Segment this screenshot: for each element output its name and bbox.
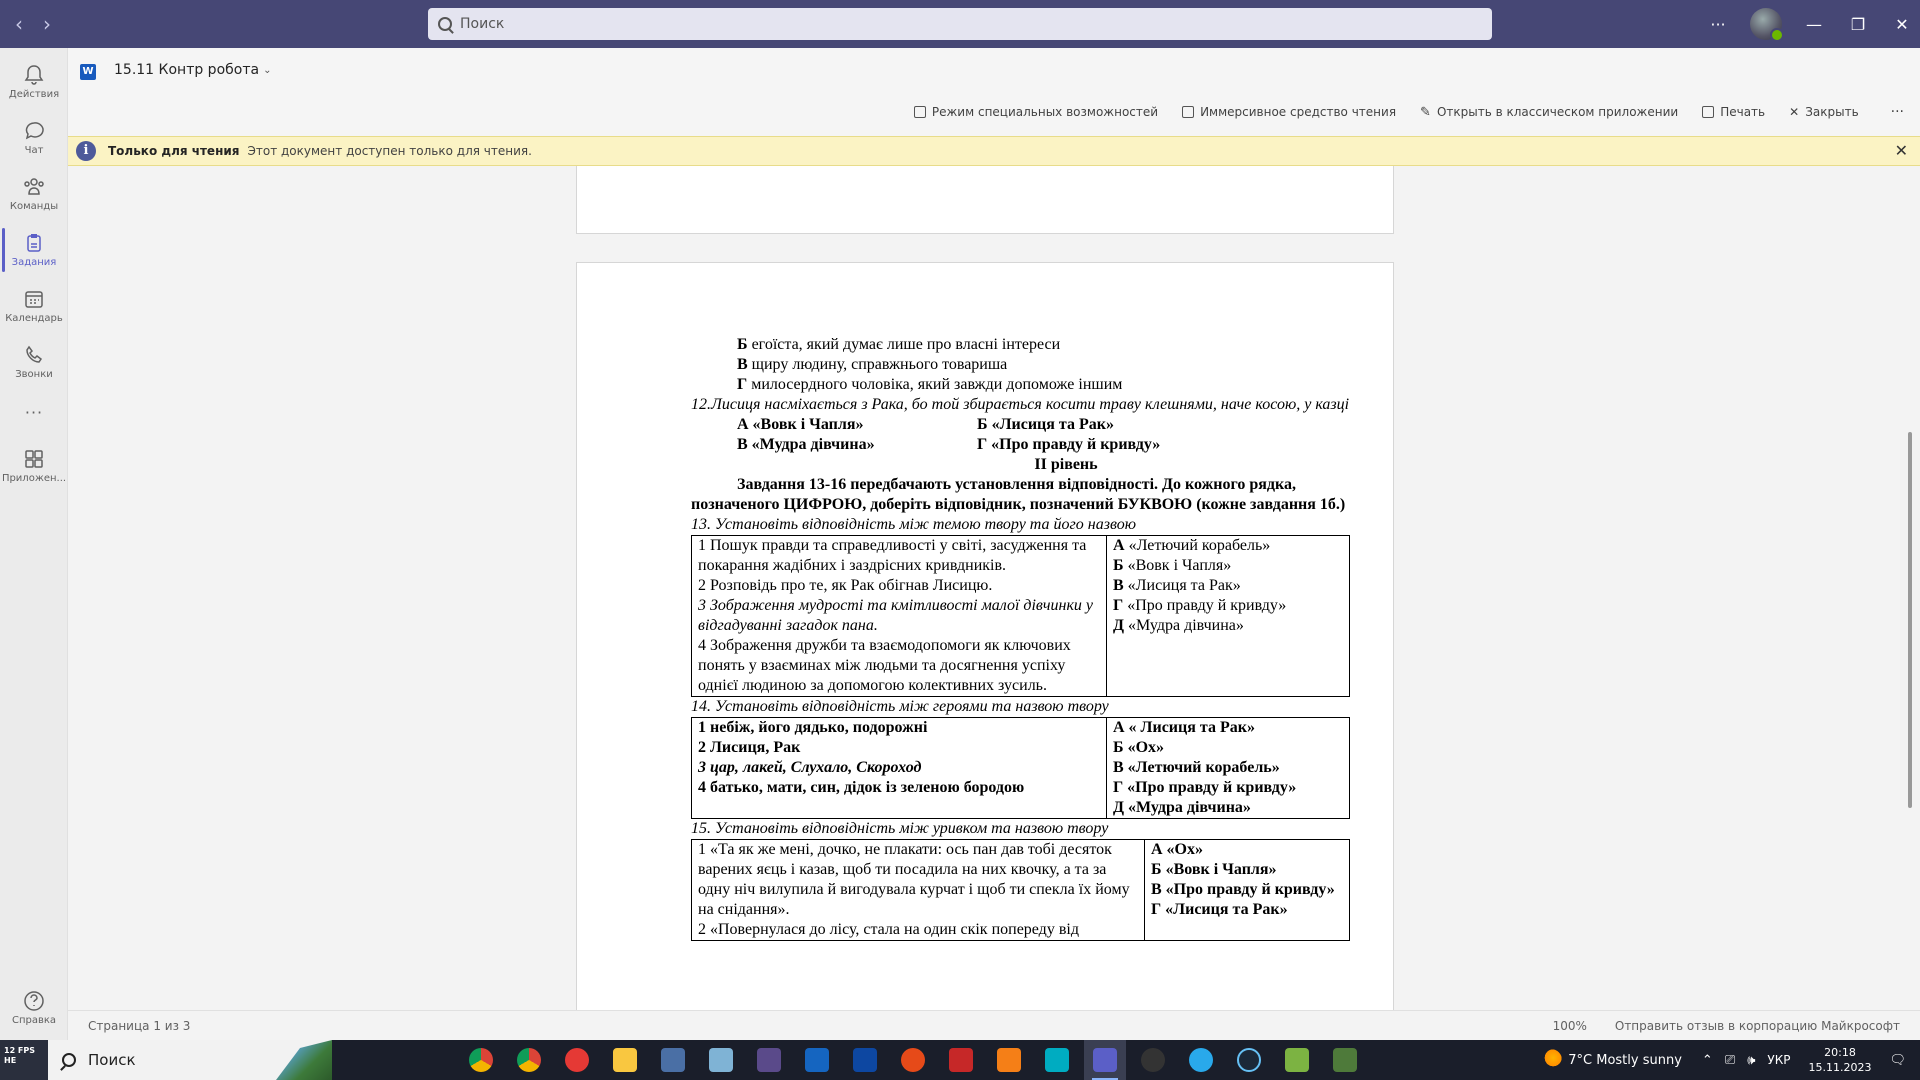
- rail-label-apps: Приложен...: [1, 473, 67, 484]
- q14-right-v: В «Летючий корабель»: [1113, 759, 1280, 776]
- minecraft-icon: [1333, 1048, 1357, 1072]
- taskbar-search-icon: [62, 1053, 76, 1067]
- rail-chat[interactable]: [0, 110, 68, 166]
- open-desktop-app-button[interactable]: [1420, 105, 1678, 120]
- accessibility-mode-button[interactable]: [914, 105, 1158, 119]
- option-v: В щиру людину, справжнього товариша: [737, 356, 1008, 373]
- app-icon: [805, 1048, 829, 1072]
- print-label: Печать: [1720, 105, 1766, 119]
- more-icon: ···: [24, 402, 44, 422]
- q14-right-d: Д «Мудра дівчина»: [1113, 799, 1251, 816]
- help-icon: [22, 990, 46, 1012]
- taskbar-search-label: Поиск: [88, 1051, 136, 1069]
- q13-right-a: А «Летючий корабель»: [1113, 537, 1271, 554]
- telegram-icon: [1189, 1048, 1213, 1072]
- q14-left-4: 4 батько, мати, син, дідок із зеленою бородою: [698, 779, 1025, 796]
- banner-text: Этот документ доступен только для чтения.: [247, 144, 532, 158]
- app-icon: [757, 1048, 781, 1072]
- taskbar-app-12[interactable]: [988, 1040, 1030, 1080]
- read-only-banner: [68, 136, 1920, 166]
- document-title: 15.11 Контр робота: [114, 62, 260, 78]
- option-b: Б егоїста, який думає лише про власні інтереси: [737, 336, 1061, 353]
- document-title-dropdown[interactable]: [114, 62, 271, 78]
- document-actions: [914, 104, 1904, 120]
- close-window-button[interactable]: ✕: [1895, 14, 1909, 34]
- taskbar-word[interactable]: [1132, 1040, 1174, 1080]
- q13-left-2: 2 Розповідь про те, як Рак обігнав Лисицю.: [698, 577, 993, 594]
- search-input[interactable]: [460, 16, 1460, 32]
- rail-apps[interactable]: [0, 438, 68, 494]
- rail-label-activity: Действия: [8, 89, 60, 100]
- accessibility-icon: [914, 106, 926, 118]
- clock-date: 15.11.2023: [1808, 1061, 1872, 1074]
- chat-icon: [22, 120, 46, 142]
- clock-time: 20:18: [1824, 1046, 1856, 1059]
- more-actions-button[interactable]: ···: [1890, 104, 1904, 120]
- document-page-1: [576, 166, 1394, 234]
- taskbar-telegram[interactable]: [1180, 1040, 1222, 1080]
- q13-left-3: 3 Зображення мудрості та кмітливості малої дівчинки у відгадуванні загадок пана.: [698, 597, 1094, 634]
- clock[interactable]: [1809, 1045, 1872, 1075]
- rail-calls[interactable]: [0, 334, 68, 390]
- app-icon: [997, 1048, 1021, 1072]
- app-rail: [0, 48, 68, 1040]
- start-button[interactable]: 12 FPS HE: [0, 1040, 48, 1080]
- taskbar-app-6[interactable]: [700, 1040, 742, 1080]
- q14-right-a: А « Лисиця та Рак»: [1113, 719, 1255, 736]
- title-bar-controls: [1696, 0, 1920, 48]
- taskbar-steam[interactable]: [1228, 1040, 1270, 1080]
- taskbar-minecraft[interactable]: [1324, 1040, 1366, 1080]
- teams-icon: [22, 176, 46, 198]
- close-icon: ✕: [1789, 105, 1800, 119]
- app-icon: [661, 1048, 685, 1072]
- minimize-button[interactable]: —: [1806, 14, 1822, 34]
- volume-icon[interactable]: 🕪: [1747, 1052, 1756, 1068]
- phone-icon: [22, 344, 46, 366]
- app-icon: [901, 1048, 925, 1072]
- search-box[interactable]: [428, 8, 1492, 40]
- chevron-up-icon[interactable]: ⌃: [1701, 1052, 1713, 1068]
- pencil-icon: ✎: [1420, 104, 1431, 120]
- app-icon: [709, 1048, 733, 1072]
- network-icon[interactable]: ⎚: [1724, 1052, 1736, 1068]
- rail-calendar[interactable]: [0, 278, 68, 334]
- title-bar: [0, 0, 1920, 48]
- q15-left-2: 2 «Повернулася до лісу, стала на один скік попереду від: [698, 921, 1079, 938]
- immersive-reader-button[interactable]: [1182, 105, 1396, 119]
- app-icon: [949, 1048, 973, 1072]
- q12-options-row2: В «Мудра дівчина» Г «Про правду й кривду»: [737, 436, 1161, 453]
- search-icon: [438, 17, 452, 31]
- q15-left-1: 1 «Та як же мені, дочко, не плакати: ось пан дав тобі десяток варених яєць і казав, щоб ти посадила на них квочку, а та за одну ніч вилупила й вигодувала курчат і щоб ти спекла їх йому на снідання».: [698, 841, 1130, 918]
- task-intro: Завдання 13-16 передбачають установлення відповідності. До кожного рядка, позначеного ЦИФРОЮ, доберіть відповідник, позначений БУКВОЮ (кожне завдання 1б.): [691, 476, 1346, 513]
- taskbar-app-7[interactable]: [748, 1040, 790, 1080]
- rail-teams[interactable]: [0, 166, 68, 222]
- taskbar-explorer[interactable]: [604, 1040, 646, 1080]
- assignments-icon: [22, 232, 46, 254]
- document-content: [691, 335, 1371, 941]
- language-indicator[interactable]: УКР: [1767, 1053, 1791, 1067]
- taskbar-apps: [460, 1040, 1366, 1080]
- q15-table: [691, 839, 1350, 941]
- info-icon: i: [76, 141, 96, 161]
- q13-left-1: 1 Пошук правди та справедливості у світі, засудження та покарання жадібних і заздрісних кривдників.: [698, 537, 1087, 574]
- weather-text[interactable]: 7°C Mostly sunny: [1568, 1052, 1682, 1068]
- print-button[interactable]: [1702, 105, 1765, 119]
- rail-label-help: Справка: [11, 1015, 57, 1026]
- taskbar-video[interactable]: [556, 1040, 598, 1080]
- question-14: 14. Установіть відповідність між героями та назвою твору: [691, 698, 1109, 715]
- rail-activity[interactable]: [0, 54, 68, 110]
- apps-icon: [22, 448, 46, 470]
- q15-right-v: В «Про правду й кривду»: [1151, 881, 1335, 898]
- close-document-button[interactable]: [1789, 105, 1859, 119]
- chrome-icon: [517, 1048, 541, 1072]
- taskbar-app-9[interactable]: [844, 1040, 886, 1080]
- restore-button[interactable]: ❐: [1850, 14, 1866, 34]
- windows-taskbar: [0, 1040, 1920, 1080]
- steam-icon: [1237, 1048, 1261, 1072]
- accessibility-mode-label: Режим специальных возможностей: [931, 105, 1159, 119]
- q13-left-4: 4 Зображення дружби та взаємодопомоги як ключових понять у взаєминах між людьми та досягнення успіху однієї людиною за допомогою колективних зусиль.: [698, 637, 1071, 694]
- forward-arrow-icon[interactable]: ›: [43, 12, 51, 36]
- weather-sun-icon: [1540, 1049, 1562, 1071]
- taskbar-app-18[interactable]: [1276, 1040, 1318, 1080]
- question-15: 15. Установіть відповідність між уривком та назвою твору: [691, 820, 1109, 837]
- q14-right-g: Г «Про правду й кривду»: [1113, 779, 1297, 796]
- q15-right-g: Г «Лисиця та Рак»: [1151, 901, 1288, 918]
- taskbar-chrome-1[interactable]: [460, 1040, 502, 1080]
- zoom-level[interactable]: 100%: [1552, 1019, 1587, 1033]
- q14-right-b: Б «Ох»: [1113, 739, 1165, 756]
- folder-icon: [613, 1048, 637, 1072]
- notifications-icon[interactable]: 🗨: [1889, 1052, 1906, 1068]
- chevron-down-icon: ⌄: [263, 64, 272, 76]
- question-12: 12.Лисиця насміхається з Рака, бо той збирається косити траву клешнями, наче косою, у казці: [691, 396, 1350, 413]
- search-highlight-art: [252, 1040, 332, 1080]
- banner-close-icon[interactable]: ✕: [1894, 141, 1908, 160]
- rail-more[interactable]: [0, 384, 68, 440]
- close-document-label: Закрыть: [1805, 105, 1859, 119]
- taskbar-app-13[interactable]: [1036, 1040, 1078, 1080]
- rail-label-chat: Чат: [24, 145, 44, 156]
- rail-label-calls: Звонки: [15, 369, 53, 380]
- question-13: 13. Установіть відповідність між темою твору та його назвою: [691, 516, 1136, 533]
- user-avatar[interactable]: [1750, 8, 1782, 40]
- vertical-scrollbar[interactable]: [1908, 432, 1912, 808]
- rail-assignments[interactable]: [0, 222, 68, 278]
- taskbar-app-10[interactable]: [892, 1040, 934, 1080]
- option-g: Г милосердного чоловіка, який завжди допоможе іншим: [737, 376, 1123, 393]
- taskbar-app-8[interactable]: [796, 1040, 838, 1080]
- taskbar-app-5[interactable]: [652, 1040, 694, 1080]
- q15-right-a: А «Ох»: [1151, 841, 1203, 858]
- document-page-2: [576, 262, 1394, 1010]
- rail-label-teams: Команды: [9, 201, 59, 212]
- rail-label-calendar: Календарь: [5, 313, 63, 324]
- feedback-link[interactable]: Отправить отзыв в корпорацию Майкрософт: [1614, 1019, 1900, 1033]
- app-icon: [1285, 1048, 1309, 1072]
- immersive-reader-label: Иммерсивное средство чтения: [1200, 105, 1397, 119]
- document-header: [68, 48, 1920, 136]
- banner-title: Только для чтения: [108, 144, 240, 158]
- q14-left-3: 3 цар, лакей, Слухало, Скороход: [698, 759, 922, 776]
- status-bar: [68, 1010, 1920, 1040]
- system-tray: [1540, 1040, 1920, 1080]
- q12-options-row1: А «Вовк і Чапля» Б «Лисиця та Рак»: [737, 416, 1114, 433]
- document-viewer[interactable]: [68, 166, 1920, 1010]
- taskbar-search[interactable]: [48, 1040, 332, 1080]
- q13-right-b: Б «Вовк і Чапля»: [1113, 557, 1232, 574]
- open-desktop-app-label: Открыть в классическом приложении: [1436, 105, 1679, 119]
- q13-right-g: Г «Про правду й кривду»: [1113, 597, 1287, 614]
- q14-left-2: 2 Лисиця, Рак: [698, 739, 801, 756]
- word-app-icon: [1141, 1048, 1165, 1072]
- app-icon: [1045, 1048, 1069, 1072]
- rail-label-assignments: Задания: [11, 257, 57, 268]
- word-icon: W: [80, 64, 96, 80]
- taskbar-app-11[interactable]: [940, 1040, 982, 1080]
- q14-left-1: 1 небіж, його дядько, подорожні: [698, 719, 928, 736]
- video-player-icon: [565, 1048, 589, 1072]
- taskbar-chrome-2[interactable]: [508, 1040, 550, 1080]
- teams-app-icon: [1093, 1048, 1117, 1072]
- calendar-icon: [22, 288, 46, 310]
- bell-icon: [22, 64, 46, 86]
- page-indicator: Страница 1 из 3: [88, 1019, 191, 1033]
- taskbar-teams[interactable]: [1084, 1040, 1126, 1080]
- immersive-reader-icon: [1182, 106, 1194, 118]
- back-arrow-icon[interactable]: ‹: [15, 12, 23, 36]
- q13-right-d: Д «Мудра дівчина»: [1113, 617, 1244, 634]
- app-icon: [853, 1048, 877, 1072]
- level-heading: ІІ рівень: [1034, 456, 1098, 473]
- printer-icon: [1702, 106, 1714, 118]
- q14-table: [691, 717, 1350, 819]
- chrome-icon: [469, 1048, 493, 1072]
- q13-right-v: В «Лисиця та Рак»: [1113, 577, 1241, 594]
- q13-table: [691, 535, 1350, 697]
- more-options-icon[interactable]: ···: [1710, 14, 1726, 34]
- rail-help[interactable]: [0, 980, 68, 1036]
- q15-right-b: Б «Вовк і Чапля»: [1151, 861, 1277, 878]
